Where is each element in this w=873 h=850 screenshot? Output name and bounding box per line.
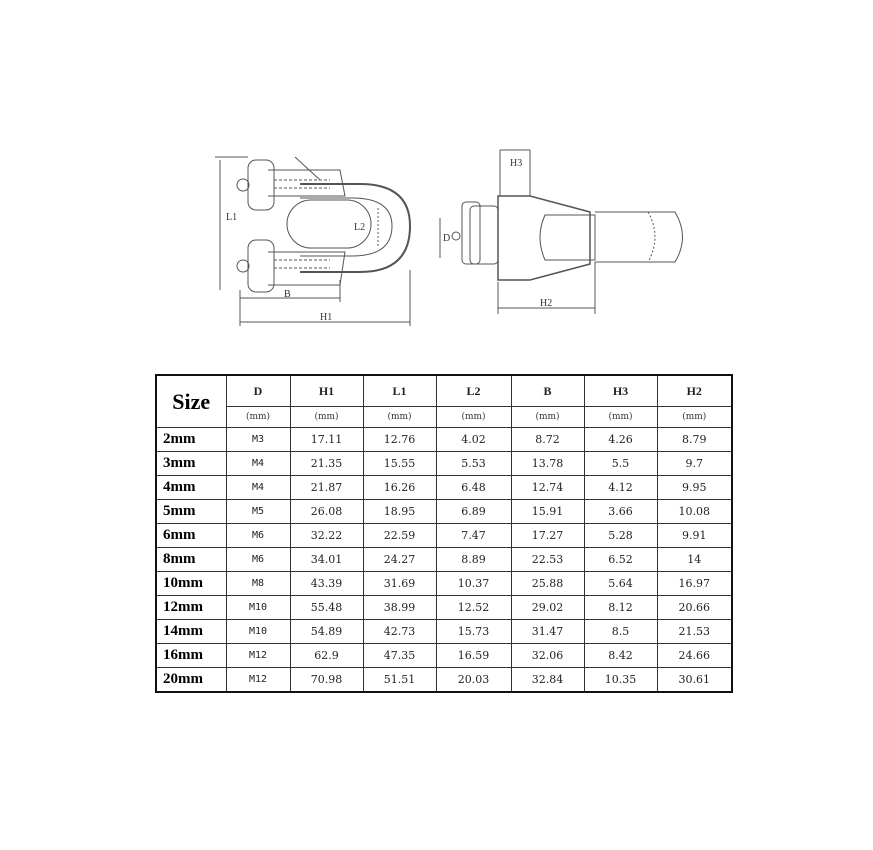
value-cell: 12.74 [511, 476, 584, 500]
value-cell: M5 [226, 500, 290, 524]
value-cell: 5.5 [584, 452, 657, 476]
value-cell: M6 [226, 524, 290, 548]
size-cell: 5mm [156, 500, 226, 524]
value-cell: 55.48 [290, 596, 363, 620]
size-cell: 20mm [156, 668, 226, 692]
value-cell: M12 [226, 644, 290, 668]
value-cell: 47.35 [363, 644, 436, 668]
value-cell: 8.5 [584, 620, 657, 644]
value-cell: 13.78 [511, 452, 584, 476]
value-cell: 32.22 [290, 524, 363, 548]
value-cell: 6.52 [584, 548, 657, 572]
size-cell: 6mm [156, 524, 226, 548]
value-cell: 62.9 [290, 644, 363, 668]
column-header-h2: H2 [657, 375, 732, 407]
value-cell: 20.03 [436, 668, 511, 692]
value-cell: 32.06 [511, 644, 584, 668]
value-cell: 24.27 [363, 548, 436, 572]
table-row [156, 548, 732, 572]
table-row [156, 620, 732, 644]
value-cell: 31.69 [363, 572, 436, 596]
size-cell: 2mm [156, 428, 226, 452]
value-cell: 22.59 [363, 524, 436, 548]
dim-label-b: B [284, 289, 291, 300]
value-cell: 9.91 [657, 524, 732, 548]
table-row [156, 572, 732, 596]
column-header-d: D [226, 375, 290, 407]
value-cell: 14 [657, 548, 732, 572]
value-cell: M4 [226, 452, 290, 476]
size-cell: 8mm [156, 548, 226, 572]
value-cell: 17.27 [511, 524, 584, 548]
dim-label-l2: L2 [354, 222, 366, 233]
unit-label: (mm) [511, 407, 584, 428]
value-cell: 5.53 [436, 452, 511, 476]
size-cell: 16mm [156, 644, 226, 668]
value-cell: 7.47 [436, 524, 511, 548]
unit-label: (mm) [226, 407, 290, 428]
value-cell: 21.35 [290, 452, 363, 476]
table-row [156, 524, 732, 548]
value-cell: 4.26 [584, 428, 657, 452]
value-cell: 24.66 [657, 644, 732, 668]
table-row [156, 452, 732, 476]
dim-label-h1: H1 [320, 312, 333, 323]
table-row [156, 500, 732, 524]
dim-label-l1: L1 [226, 212, 238, 223]
size-cell: 14mm [156, 620, 226, 644]
value-cell: 10.08 [657, 500, 732, 524]
unit-label: (mm) [363, 407, 436, 428]
value-cell: 22.53 [511, 548, 584, 572]
column-header-l2: L2 [436, 375, 511, 407]
value-cell: 34.01 [290, 548, 363, 572]
value-cell: 10.35 [584, 668, 657, 692]
table-row [156, 644, 732, 668]
side-view [440, 150, 683, 314]
value-cell: 51.51 [363, 668, 436, 692]
value-cell: M8 [226, 572, 290, 596]
column-header-l1: L1 [363, 375, 436, 407]
value-cell: 20.66 [657, 596, 732, 620]
value-cell: 16.59 [436, 644, 511, 668]
column-header-h1: H1 [290, 375, 363, 407]
table-row [156, 476, 732, 500]
value-cell: 15.73 [436, 620, 511, 644]
size-cell: 12mm [156, 596, 226, 620]
value-cell: 8.42 [584, 644, 657, 668]
value-cell: 29.02 [511, 596, 584, 620]
value-cell: 6.89 [436, 500, 511, 524]
header-row-names [156, 375, 732, 407]
unit-label: (mm) [657, 407, 732, 428]
value-cell: 9.95 [657, 476, 732, 500]
value-cell: 4.12 [584, 476, 657, 500]
value-cell: M6 [226, 548, 290, 572]
table-row [156, 668, 732, 692]
value-cell: 5.64 [584, 572, 657, 596]
value-cell: 17.11 [290, 428, 363, 452]
column-header-b: B [511, 375, 584, 407]
value-cell: 18.95 [363, 500, 436, 524]
value-cell: 8.89 [436, 548, 511, 572]
value-cell: 38.99 [363, 596, 436, 620]
value-cell: 21.87 [290, 476, 363, 500]
value-cell: M4 [226, 476, 290, 500]
value-cell: 31.47 [511, 620, 584, 644]
dim-label-h2: H2 [540, 298, 553, 309]
value-cell: 32.84 [511, 668, 584, 692]
value-cell: 70.98 [290, 668, 363, 692]
table-row [156, 428, 732, 452]
value-cell: 9.7 [657, 452, 732, 476]
value-cell: 26.08 [290, 500, 363, 524]
unit-label: (mm) [290, 407, 363, 428]
clip-technical-drawing [0, 0, 873, 340]
dimension-spec-table [155, 374, 733, 693]
value-cell: 3.66 [584, 500, 657, 524]
value-cell: 54.89 [290, 620, 363, 644]
value-cell: 15.55 [363, 452, 436, 476]
value-cell: 4.02 [436, 428, 511, 452]
value-cell: 10.37 [436, 572, 511, 596]
value-cell: M10 [226, 596, 290, 620]
value-cell: 16.97 [657, 572, 732, 596]
size-cell: 4mm [156, 476, 226, 500]
column-header-h3: H3 [584, 375, 657, 407]
value-cell: 8.12 [584, 596, 657, 620]
value-cell: 8.79 [657, 428, 732, 452]
value-cell: 15.91 [511, 500, 584, 524]
value-cell: M3 [226, 428, 290, 452]
value-cell: M12 [226, 668, 290, 692]
front-view [215, 157, 410, 326]
value-cell: 8.72 [511, 428, 584, 452]
value-cell: 21.53 [657, 620, 732, 644]
value-cell: 42.73 [363, 620, 436, 644]
dim-label-h3: H3 [510, 158, 523, 169]
value-cell: 16.26 [363, 476, 436, 500]
size-cell: 10mm [156, 572, 226, 596]
value-cell: 30.61 [657, 668, 732, 692]
size-cell: 3mm [156, 452, 226, 476]
value-cell: 12.76 [363, 428, 436, 452]
value-cell: 12.52 [436, 596, 511, 620]
unit-label: (mm) [436, 407, 511, 428]
value-cell: M10 [226, 620, 290, 644]
dim-label-d: D [443, 233, 451, 244]
header-row-units [156, 407, 732, 428]
value-cell: 43.39 [290, 572, 363, 596]
value-cell: 5.28 [584, 524, 657, 548]
size-column-header: Size [156, 375, 226, 428]
table-body [156, 428, 732, 692]
value-cell: 6.48 [436, 476, 511, 500]
table-row [156, 596, 732, 620]
value-cell: 25.88 [511, 572, 584, 596]
unit-label: (mm) [584, 407, 657, 428]
